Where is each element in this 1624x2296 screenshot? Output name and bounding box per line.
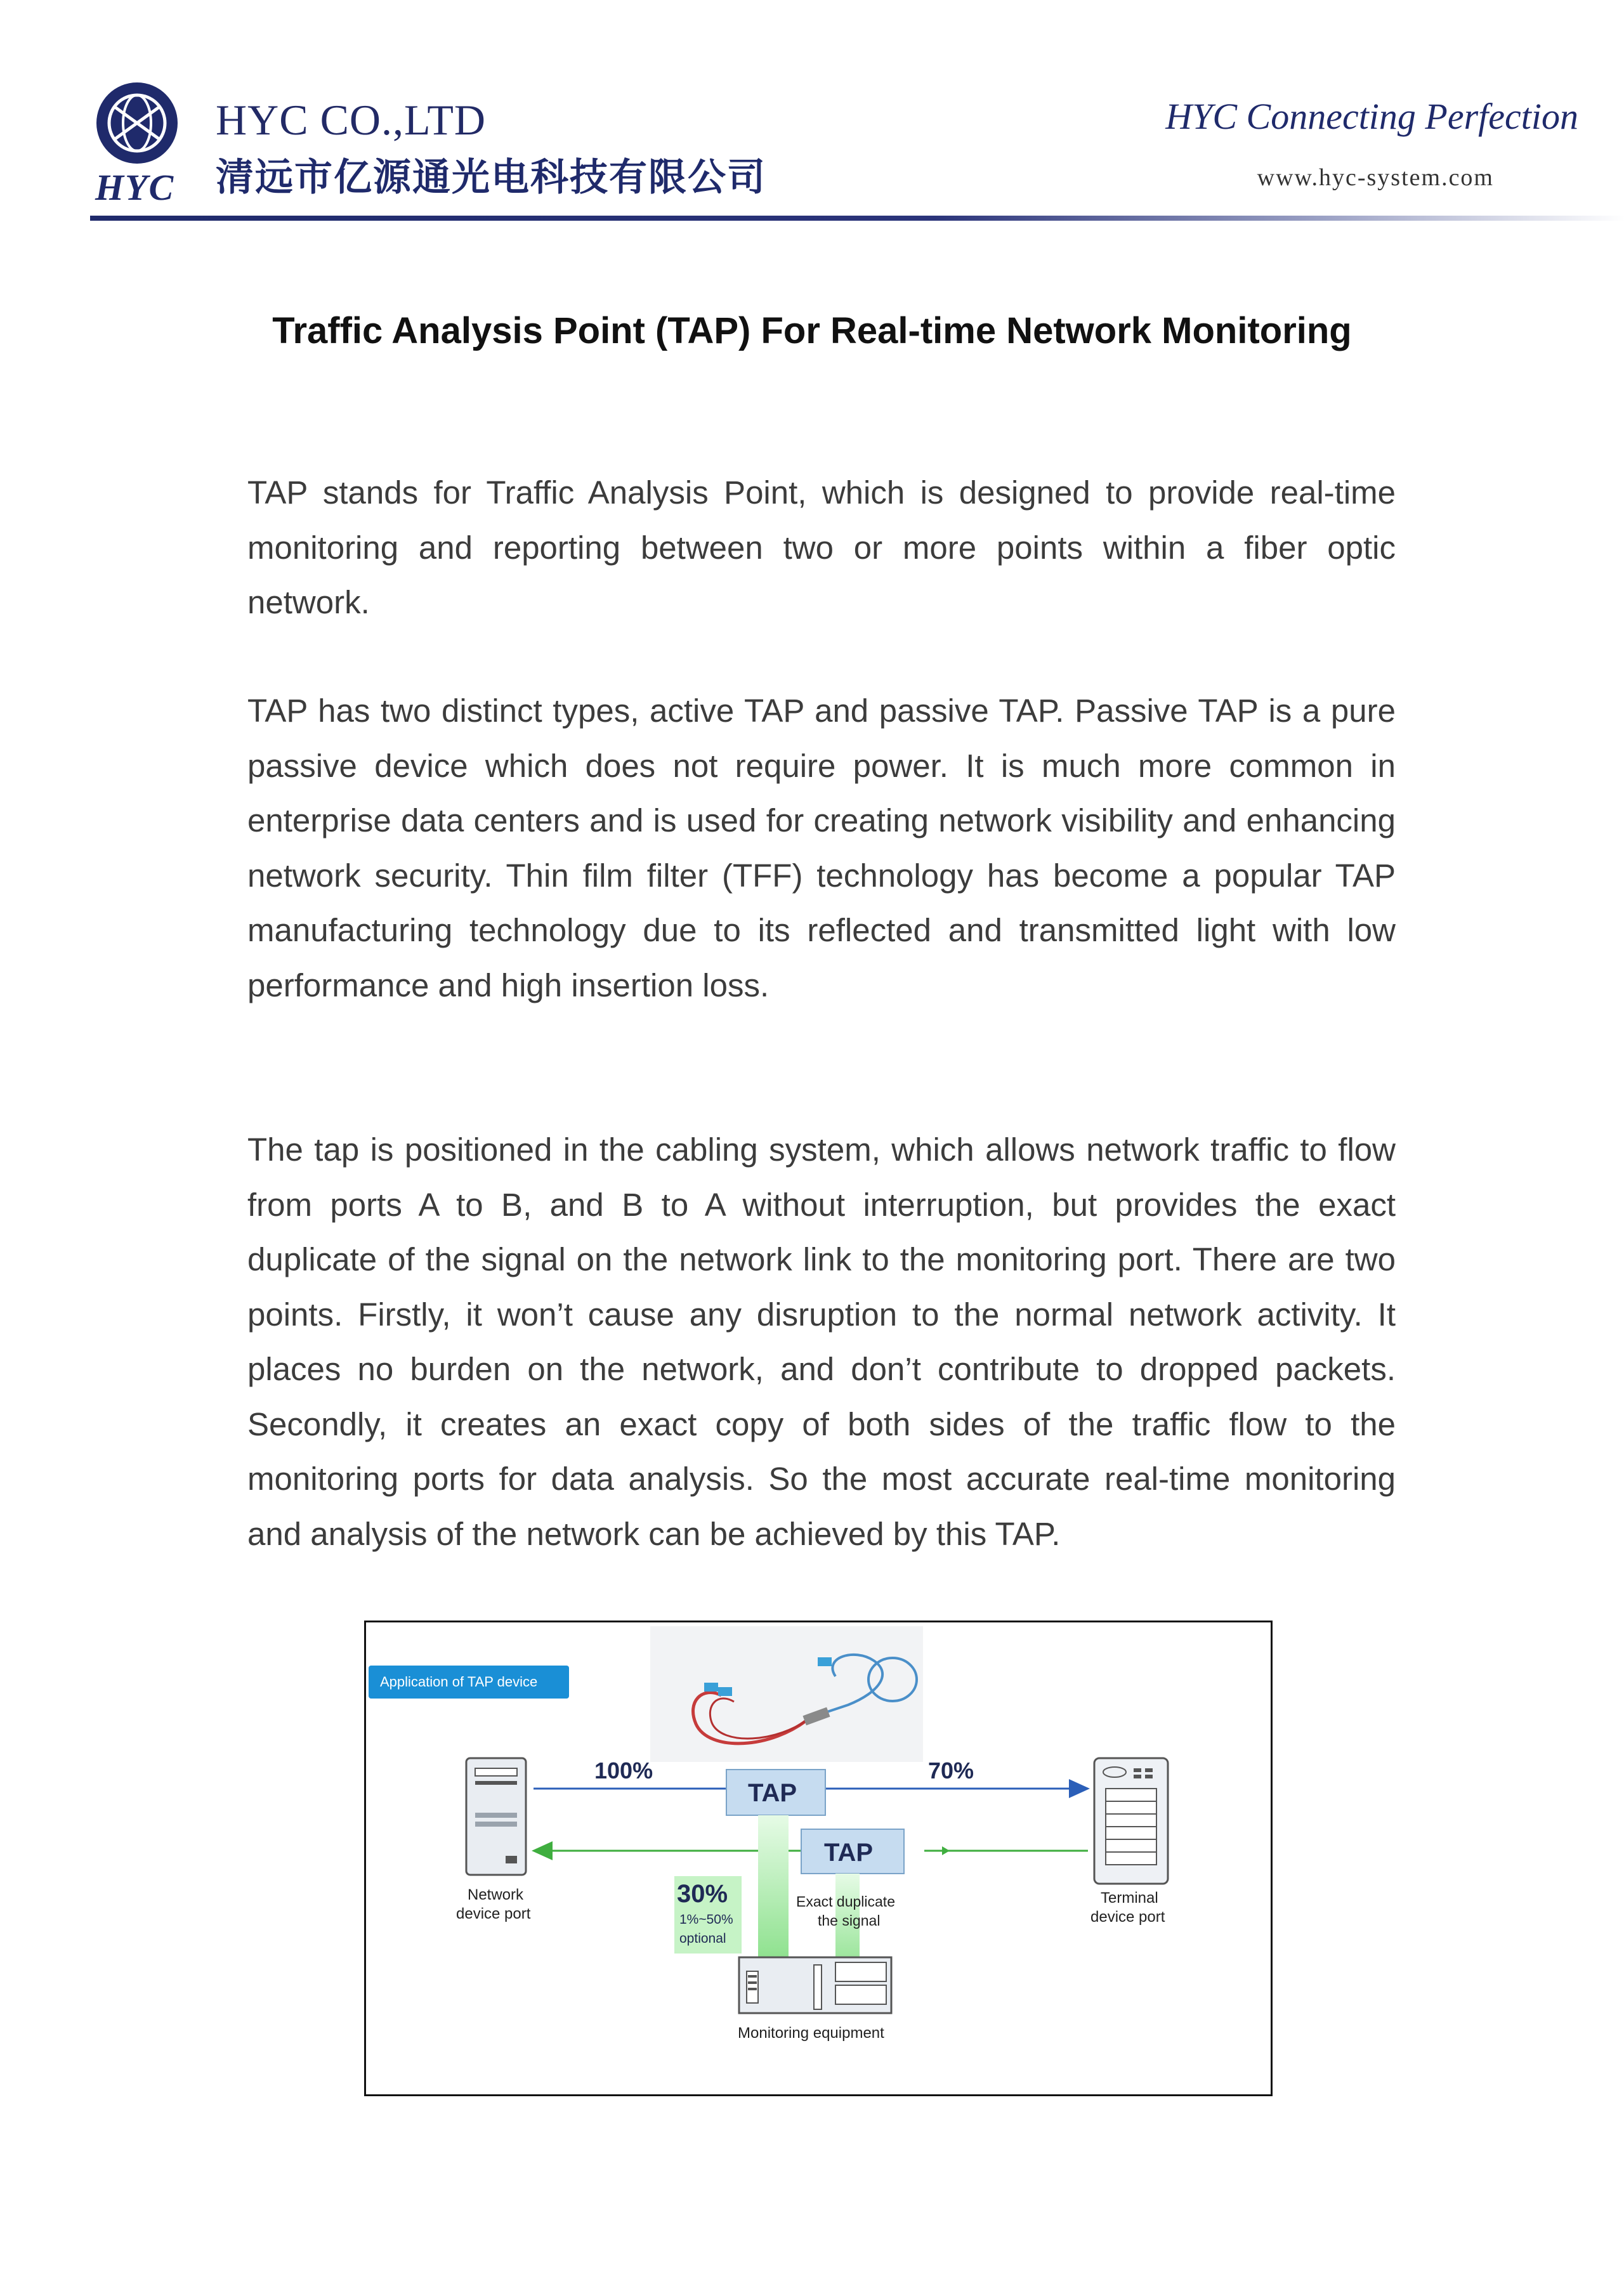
company-name-cn: 清远市亿源通光电科技有限公司 <box>216 155 766 200</box>
tap-label-reverse: TAP <box>824 1839 874 1867</box>
company-name-en: HYC CO.,LTD <box>216 96 486 144</box>
monitor-label: Monitoring equipment <box>738 2025 884 2042</box>
tap-application-figure <box>364 1621 1273 2096</box>
logo-text: HYC <box>95 167 175 208</box>
tap-box-reverse <box>801 1829 904 1874</box>
figure-badge-text: Application of TAP device <box>380 1674 538 1690</box>
split-range-label: 1%~50% <box>679 1912 733 1927</box>
paragraph: The tap is positioned in the cabling system, which allows network traffic to flow from ports A to B, and B to A without interruption, but provides the exact duplicate of the signal on the network link to the monitoring port. There are two points. Firstly, it won’t cause any disruption to the normal network activity. It places no burden on the network, and don’t contribute to dropped packets. Secondly, it creates an exact copy of both sides of the traffic flow to the monitoring ports for data analysis. So the most accurate real-time monitoring and analysis of the network can be achieved by this TAP. <box>247 1132 1396 1552</box>
network-device-icon <box>466 1758 526 1875</box>
percent-out-label: 70% <box>928 1758 974 1784</box>
paragraph: TAP stands for Traffic Analysis Point, which is designed to provide real-time monitoring and reporting between two or more points within a fiber optic network. <box>247 474 1396 620</box>
right-device-label-2: device port <box>1090 1908 1165 1926</box>
company-slogan: HYC Connecting Perfection <box>1165 96 1578 137</box>
left-device-label-2: device port <box>456 1905 531 1922</box>
split-percent-badge <box>674 1876 742 1954</box>
right-device-label-1: Terminal <box>1101 1889 1158 1907</box>
fiber-patch-cord-image <box>650 1626 923 1762</box>
duplicate-label-1: Exact duplicate <box>796 1893 895 1910</box>
percent-in-label: 100% <box>594 1758 653 1784</box>
paragraph: TAP has two distinct types, active TAP and passive TAP. Passive TAP is a pure passive device which does not require power. It is much more common in enterprise data centers and is used for creating network visibility and enhancing network security. Thin film filter (TFF) technology has become a popular TAP manufacturing technology due to its reflected and transmitted light with low performance and high insertion loss. <box>247 693 1396 1003</box>
tap-box-forward <box>726 1770 825 1815</box>
left-device-label-1: Network <box>468 1886 524 1903</box>
tap-label-forward: TAP <box>748 1779 797 1807</box>
header-rule <box>90 216 1624 221</box>
figure-badge <box>369 1666 569 1699</box>
terminal-device-icon <box>1094 1758 1168 1884</box>
monitoring-equipment-icon <box>739 1957 891 2013</box>
duplicate-label-2: the signal <box>818 1912 881 1929</box>
split-optional-label: optional <box>679 1931 726 1946</box>
company-website[interactable]: www.hyc-system.com <box>1257 164 1494 191</box>
split-percent-label: 30% <box>677 1880 728 1908</box>
company-logo-icon <box>95 81 179 165</box>
document-title: Traffic Analysis Point (TAP) For Real-time Network Monitoring <box>272 310 1352 351</box>
